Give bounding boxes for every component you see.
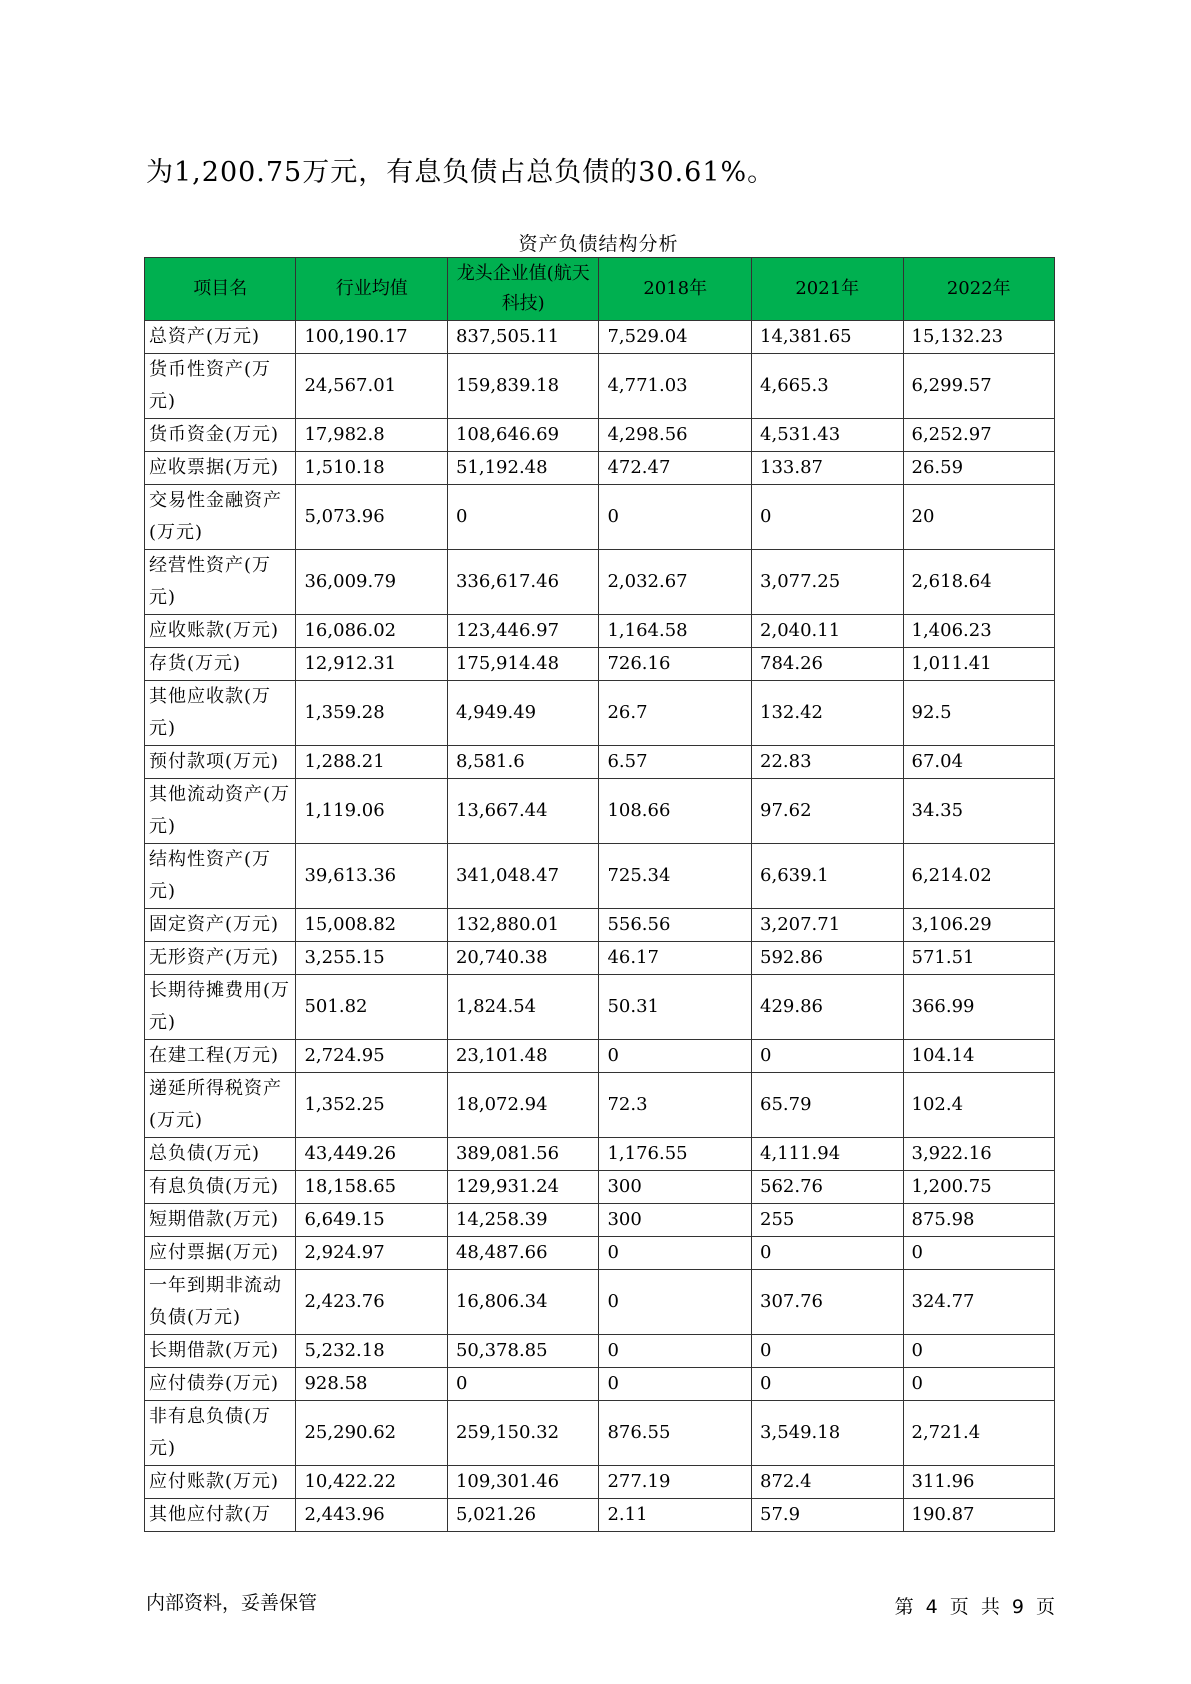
value-cell: 3,106.29 bbox=[903, 909, 1055, 942]
value-cell: 875.98 bbox=[903, 1204, 1055, 1237]
value-cell: 3,077.25 bbox=[752, 550, 903, 615]
value-cell: 562.76 bbox=[752, 1171, 903, 1204]
value-cell: 0 bbox=[903, 1237, 1055, 1270]
value-cell: 92.5 bbox=[903, 681, 1055, 746]
value-cell: 57.9 bbox=[752, 1499, 903, 1532]
value-cell: 2,423.76 bbox=[296, 1270, 447, 1335]
value-cell: 123,446.97 bbox=[447, 615, 598, 648]
row-label-cell: 长期借款(万元) bbox=[145, 1335, 296, 1368]
value-cell: 1,824.54 bbox=[447, 975, 598, 1040]
table-row bbox=[145, 1171, 1055, 1204]
header-2021: 2021年 bbox=[752, 258, 903, 321]
value-cell: 0 bbox=[447, 1368, 598, 1401]
value-cell: 97.62 bbox=[752, 779, 903, 844]
value-cell: 0 bbox=[599, 1237, 752, 1270]
value-cell: 259,150.32 bbox=[447, 1401, 598, 1466]
value-cell: 0 bbox=[599, 1270, 752, 1335]
value-cell: 0 bbox=[752, 1368, 903, 1401]
table-header-row bbox=[145, 258, 1055, 321]
value-cell: 324.77 bbox=[903, 1270, 1055, 1335]
value-cell: 4,665.3 bbox=[752, 354, 903, 419]
table-row bbox=[145, 746, 1055, 779]
header-leader-value: 龙头企业值(航天科技) bbox=[447, 258, 598, 321]
table-caption: 资产负债结构分析 bbox=[518, 233, 679, 255]
value-cell: 72.3 bbox=[599, 1073, 752, 1138]
value-cell: 24,567.01 bbox=[296, 354, 447, 419]
value-cell: 311.96 bbox=[903, 1466, 1055, 1499]
value-cell: 175,914.48 bbox=[447, 648, 598, 681]
value-cell: 46.17 bbox=[599, 942, 752, 975]
value-cell: 341,048.47 bbox=[447, 844, 598, 909]
value-cell: 50,378.85 bbox=[447, 1335, 598, 1368]
row-label-cell: 经营性资产(万元) bbox=[145, 550, 296, 615]
value-cell: 1,164.58 bbox=[599, 615, 752, 648]
value-cell: 5,232.18 bbox=[296, 1335, 447, 1368]
footer-page-number: 第 4 页 共 9 页 bbox=[894, 1596, 1055, 1618]
value-cell: 13,667.44 bbox=[447, 779, 598, 844]
table-row bbox=[145, 1499, 1055, 1532]
value-cell: 12,912.31 bbox=[296, 648, 447, 681]
value-cell: 4,111.94 bbox=[752, 1138, 903, 1171]
value-cell: 100,190.17 bbox=[296, 321, 447, 354]
value-cell: 472.47 bbox=[599, 452, 752, 485]
row-label-cell: 总负债(万元) bbox=[145, 1138, 296, 1171]
value-cell: 190.87 bbox=[903, 1499, 1055, 1532]
value-cell: 18,072.94 bbox=[447, 1073, 598, 1138]
table-row bbox=[145, 909, 1055, 942]
value-cell: 2,724.95 bbox=[296, 1040, 447, 1073]
table-row bbox=[145, 1466, 1055, 1499]
value-cell: 14,258.39 bbox=[447, 1204, 598, 1237]
table-row bbox=[145, 844, 1055, 909]
table-row bbox=[145, 1138, 1055, 1171]
value-cell: 17,982.8 bbox=[296, 419, 447, 452]
value-cell: 104.14 bbox=[903, 1040, 1055, 1073]
row-label-cell: 其他应收款(万元) bbox=[145, 681, 296, 746]
table-row bbox=[145, 452, 1055, 485]
value-cell: 2.11 bbox=[599, 1499, 752, 1532]
value-cell: 592.86 bbox=[752, 942, 903, 975]
row-label-cell: 非有息负债(万元) bbox=[145, 1401, 296, 1466]
table-row bbox=[145, 615, 1055, 648]
value-cell: 132,880.01 bbox=[447, 909, 598, 942]
value-cell: 1,011.41 bbox=[903, 648, 1055, 681]
row-label-cell: 交易性金融资产(万元) bbox=[145, 485, 296, 550]
value-cell: 389,081.56 bbox=[447, 1138, 598, 1171]
table-row bbox=[145, 1401, 1055, 1466]
value-cell: 6,299.57 bbox=[903, 354, 1055, 419]
table-row bbox=[145, 942, 1055, 975]
value-cell: 5,073.96 bbox=[296, 485, 447, 550]
value-cell: 0 bbox=[599, 1040, 752, 1073]
value-cell: 837,505.11 bbox=[447, 321, 598, 354]
value-cell: 25,290.62 bbox=[296, 1401, 447, 1466]
table-row bbox=[145, 779, 1055, 844]
value-cell: 10,422.22 bbox=[296, 1466, 447, 1499]
header-item-name: 项目名 bbox=[145, 258, 296, 321]
value-cell: 1,359.28 bbox=[296, 681, 447, 746]
table-row bbox=[145, 1270, 1055, 1335]
value-cell: 5,021.26 bbox=[447, 1499, 598, 1532]
value-cell: 1,119.06 bbox=[296, 779, 447, 844]
value-cell: 6,252.97 bbox=[903, 419, 1055, 452]
value-cell: 39,613.36 bbox=[296, 844, 447, 909]
value-cell: 501.82 bbox=[296, 975, 447, 1040]
value-cell: 36,009.79 bbox=[296, 550, 447, 615]
value-cell: 65.79 bbox=[752, 1073, 903, 1138]
value-cell: 4,949.49 bbox=[447, 681, 598, 746]
value-cell: 129,931.24 bbox=[447, 1171, 598, 1204]
row-label-cell: 无形资产(万元) bbox=[145, 942, 296, 975]
value-cell: 34.35 bbox=[903, 779, 1055, 844]
value-cell: 18,158.65 bbox=[296, 1171, 447, 1204]
value-cell: 26.7 bbox=[599, 681, 752, 746]
header-industry-average: 行业均值 bbox=[296, 258, 447, 321]
row-label-cell: 应付账款(万元) bbox=[145, 1466, 296, 1499]
value-cell: 15,132.23 bbox=[903, 321, 1055, 354]
value-cell: 23,101.48 bbox=[447, 1040, 598, 1073]
balance-structure-table bbox=[144, 257, 1055, 1532]
value-cell: 14,381.65 bbox=[752, 321, 903, 354]
row-label-cell: 一年到期非流动负债(万元) bbox=[145, 1270, 296, 1335]
value-cell: 20 bbox=[903, 485, 1055, 550]
row-label-cell: 其他流动资产(万元) bbox=[145, 779, 296, 844]
table-row bbox=[145, 1040, 1055, 1073]
value-cell: 255 bbox=[752, 1204, 903, 1237]
header-2018: 2018年 bbox=[599, 258, 752, 321]
table-row bbox=[145, 975, 1055, 1040]
value-cell: 0 bbox=[752, 1335, 903, 1368]
value-cell: 1,510.18 bbox=[296, 452, 447, 485]
value-cell: 928.58 bbox=[296, 1368, 447, 1401]
value-cell: 108,646.69 bbox=[447, 419, 598, 452]
value-cell: 725.34 bbox=[599, 844, 752, 909]
value-cell: 0 bbox=[752, 1237, 903, 1270]
value-cell: 2,040.11 bbox=[752, 615, 903, 648]
footer-confidential-note: 内部资料，妥善保管 bbox=[146, 1592, 318, 1614]
row-label-cell: 长期待摊费用(万元) bbox=[145, 975, 296, 1040]
table-row bbox=[145, 1073, 1055, 1138]
value-cell: 2,618.64 bbox=[903, 550, 1055, 615]
table-row bbox=[145, 354, 1055, 419]
value-cell: 2,721.4 bbox=[903, 1401, 1055, 1466]
table-row bbox=[145, 485, 1055, 550]
value-cell: 1,352.25 bbox=[296, 1073, 447, 1138]
table-row bbox=[145, 1335, 1055, 1368]
value-cell: 784.26 bbox=[752, 648, 903, 681]
table-row bbox=[145, 419, 1055, 452]
value-cell: 2,924.97 bbox=[296, 1237, 447, 1270]
value-cell: 300 bbox=[599, 1204, 752, 1237]
value-cell: 4,298.56 bbox=[599, 419, 752, 452]
value-cell: 0 bbox=[599, 485, 752, 550]
value-cell: 366.99 bbox=[903, 975, 1055, 1040]
header-2022: 2022年 bbox=[903, 258, 1055, 321]
value-cell: 102.4 bbox=[903, 1073, 1055, 1138]
value-cell: 8,581.6 bbox=[447, 746, 598, 779]
value-cell: 48,487.66 bbox=[447, 1237, 598, 1270]
table-row bbox=[145, 1368, 1055, 1401]
value-cell: 4,531.43 bbox=[752, 419, 903, 452]
value-cell: 7,529.04 bbox=[599, 321, 752, 354]
value-cell: 3,922.16 bbox=[903, 1138, 1055, 1171]
value-cell: 3,207.71 bbox=[752, 909, 903, 942]
row-label-cell: 结构性资产(万元) bbox=[145, 844, 296, 909]
value-cell: 556.56 bbox=[599, 909, 752, 942]
row-label-cell: 货币性资产(万元) bbox=[145, 354, 296, 419]
value-cell: 15,008.82 bbox=[296, 909, 447, 942]
value-cell: 132.42 bbox=[752, 681, 903, 746]
value-cell: 51,192.48 bbox=[447, 452, 598, 485]
row-label-cell: 递延所得税资产(万元) bbox=[145, 1073, 296, 1138]
value-cell: 0 bbox=[599, 1335, 752, 1368]
value-cell: 0 bbox=[752, 1040, 903, 1073]
value-cell: 0 bbox=[447, 485, 598, 550]
value-cell: 108.66 bbox=[599, 779, 752, 844]
table-row bbox=[145, 1237, 1055, 1270]
value-cell: 6.57 bbox=[599, 746, 752, 779]
value-cell: 3,255.15 bbox=[296, 942, 447, 975]
value-cell: 16,806.34 bbox=[447, 1270, 598, 1335]
value-cell: 726.16 bbox=[599, 648, 752, 681]
table-row bbox=[145, 550, 1055, 615]
value-cell: 2,443.96 bbox=[296, 1499, 447, 1532]
value-cell: 2,032.67 bbox=[599, 550, 752, 615]
row-label-cell: 存货(万元) bbox=[145, 648, 296, 681]
table-row bbox=[145, 1204, 1055, 1237]
value-cell: 300 bbox=[599, 1171, 752, 1204]
value-cell: 429.86 bbox=[752, 975, 903, 1040]
table-row bbox=[145, 681, 1055, 746]
value-cell: 159,839.18 bbox=[447, 354, 598, 419]
value-cell: 1,176.55 bbox=[599, 1138, 752, 1171]
value-cell: 336,617.46 bbox=[447, 550, 598, 615]
value-cell: 16,086.02 bbox=[296, 615, 447, 648]
value-cell: 0 bbox=[903, 1335, 1055, 1368]
row-label-cell: 其他应付款(万 bbox=[145, 1499, 296, 1532]
value-cell: 109,301.46 bbox=[447, 1466, 598, 1499]
value-cell: 0 bbox=[599, 1368, 752, 1401]
row-label-cell: 应收账款(万元) bbox=[145, 615, 296, 648]
row-label-cell: 固定资产(万元) bbox=[145, 909, 296, 942]
row-label-cell: 总资产(万元) bbox=[145, 321, 296, 354]
value-cell: 22.83 bbox=[752, 746, 903, 779]
row-label-cell: 应付债券(万元) bbox=[145, 1368, 296, 1401]
table-row bbox=[145, 321, 1055, 354]
value-cell: 1,406.23 bbox=[903, 615, 1055, 648]
value-cell: 43,449.26 bbox=[296, 1138, 447, 1171]
value-cell: 50.31 bbox=[599, 975, 752, 1040]
value-cell: 6,649.15 bbox=[296, 1204, 447, 1237]
row-label-cell: 应付票据(万元) bbox=[145, 1237, 296, 1270]
lead-paragraph: 为1,200.75万元，有息负债占总负债的30.61%。 bbox=[146, 157, 776, 188]
row-label-cell: 货币资金(万元) bbox=[145, 419, 296, 452]
value-cell: 3,549.18 bbox=[752, 1401, 903, 1466]
value-cell: 133.87 bbox=[752, 452, 903, 485]
value-cell: 307.76 bbox=[752, 1270, 903, 1335]
value-cell: 571.51 bbox=[903, 942, 1055, 975]
value-cell: 1,200.75 bbox=[903, 1171, 1055, 1204]
value-cell: 6,639.1 bbox=[752, 844, 903, 909]
value-cell: 67.04 bbox=[903, 746, 1055, 779]
row-label-cell: 应收票据(万元) bbox=[145, 452, 296, 485]
value-cell: 4,771.03 bbox=[599, 354, 752, 419]
value-cell: 6,214.02 bbox=[903, 844, 1055, 909]
row-label-cell: 预付款项(万元) bbox=[145, 746, 296, 779]
value-cell: 0 bbox=[903, 1368, 1055, 1401]
row-label-cell: 在建工程(万元) bbox=[145, 1040, 296, 1073]
value-cell: 20,740.38 bbox=[447, 942, 598, 975]
value-cell: 0 bbox=[752, 485, 903, 550]
value-cell: 26.59 bbox=[903, 452, 1055, 485]
value-cell: 277.19 bbox=[599, 1466, 752, 1499]
row-label-cell: 短期借款(万元) bbox=[145, 1204, 296, 1237]
value-cell: 1,288.21 bbox=[296, 746, 447, 779]
row-label-cell: 有息负债(万元) bbox=[145, 1171, 296, 1204]
value-cell: 872.4 bbox=[752, 1466, 903, 1499]
value-cell: 876.55 bbox=[599, 1401, 752, 1466]
table-row bbox=[145, 648, 1055, 681]
